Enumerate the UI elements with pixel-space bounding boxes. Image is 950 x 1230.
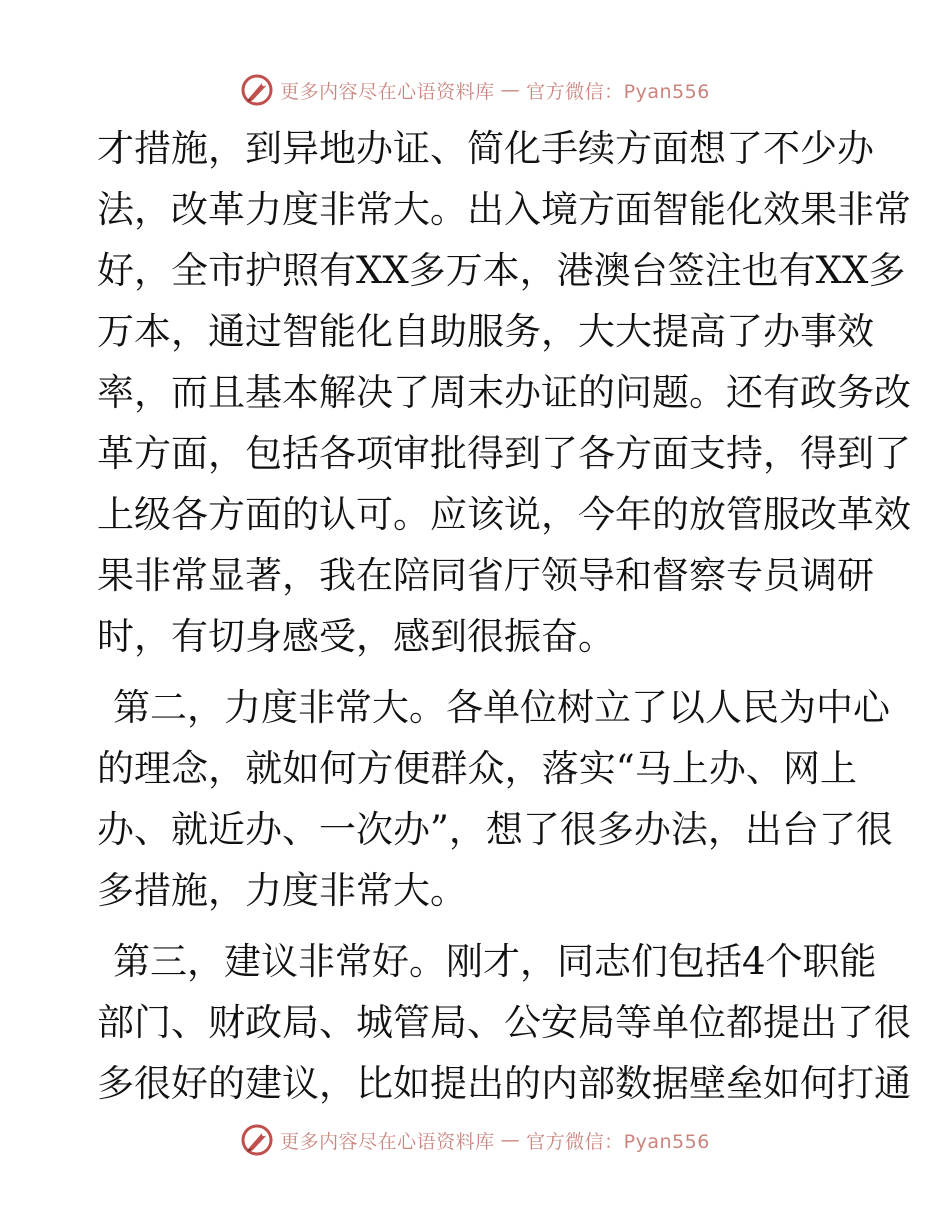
header-contact-text: 官方微信：Pyan556 [526,80,710,103]
text-line: 时，有切身感受，感到很振奋。 [97,615,615,658]
text-line: 第二，力度非常大。各单位树立了以人民为中心 [113,686,890,729]
text-line: 部门、财政局、城管局、公安局等单位都提出了很 [97,1001,911,1044]
pen-circle-logo-icon [240,1123,274,1157]
paragraph-3 [97,931,911,1114]
footer-banner [0,1120,950,1160]
text-line: 的理念，就如何方便群众，落实“马上办、网上 [97,747,857,790]
text-line: 好，全市护照有XX多万本，港澳台签注也有XX多 [97,249,906,292]
header-separator: — [500,79,521,101]
text-line: 上级各方面的认可。应该说，今年的放管服改革效 [97,493,911,536]
footer-contact-text: 官方微信：Pyan556 [526,1130,710,1153]
text-line: 革方面，包括各项审批得到了各方面支持，得到了 [97,432,911,475]
paragraph-1 [97,118,911,667]
header-brand-text: 更多内容尽在心语资料库 [280,80,495,103]
footer-separator: — [500,1129,521,1151]
text-line: 才措施，到异地办证、简化手续方面想了不少办 [97,127,874,170]
document-body [97,118,911,1114]
text-line: 多很好的建议，比如提出的内部数据壁垒如何打通 [97,1062,911,1105]
footer-brand-text: 更多内容尽在心语资料库 [280,1130,495,1153]
text-line: 多措施，力度非常大。 [97,869,467,912]
text-line: 办、就近办、一次办”，想了很多办法，出台了很 [97,808,893,851]
text-line: 万本，通过智能化自助服务，大大提高了办事效 [97,310,874,353]
text-line: 法，改革力度非常大。出入境方面智能化效果非常 [97,188,911,231]
header-banner [0,70,950,110]
text-line: 第三，建议非常好。刚才，同志们包括4个职能 [113,940,877,983]
text-line: 率，而且基本解决了周末办证的问题。还有政务改 [97,371,911,414]
text-line: 果非常显著，我在陪同省厅领导和督察专员调研 [97,554,874,597]
pen-circle-logo-icon [240,73,274,107]
paragraph-2 [97,677,893,921]
